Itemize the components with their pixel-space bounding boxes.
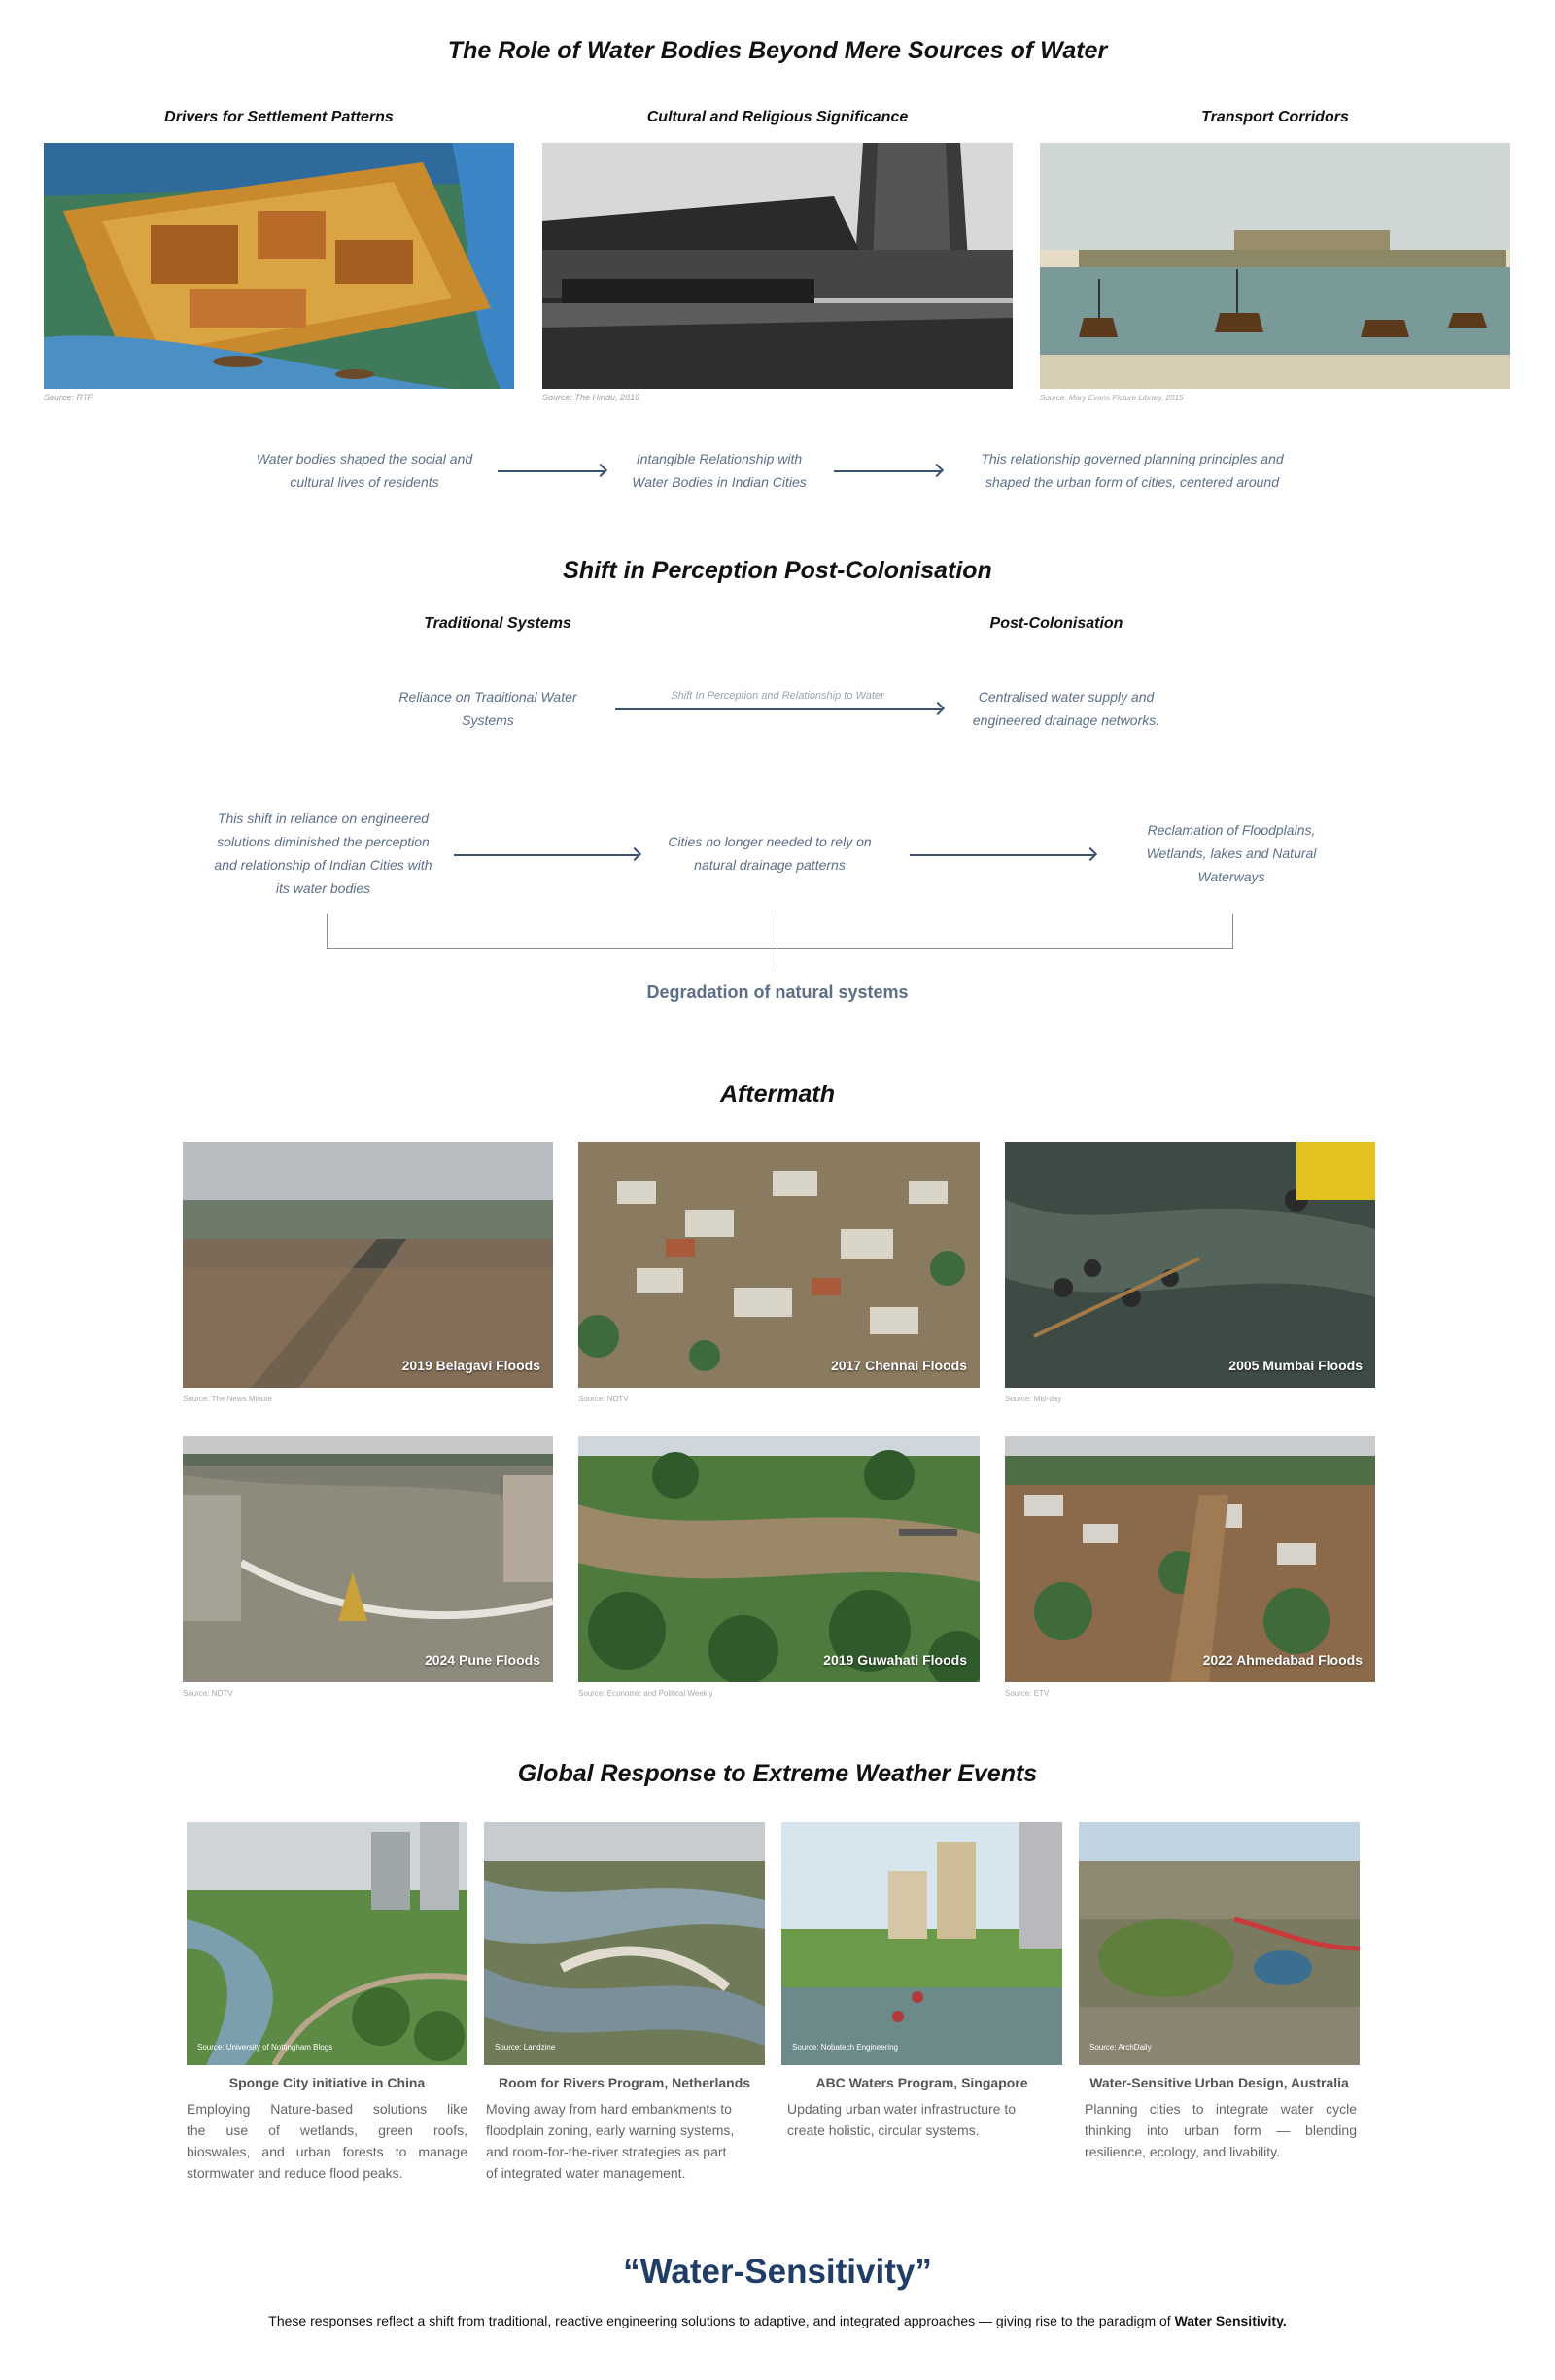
row2-left-text: This shift in reliance on engineered solutions diminished the perception and relationship of Indian Cities with its water bodies [214, 811, 432, 896]
flood-photo-pune [183, 1436, 553, 1682]
response-description: Updating urban water infrastructure to create holistic, circular systems. [787, 2101, 1017, 2138]
col3-source: Source: Mary Evans Picture Library, 2015 [1040, 394, 1184, 402]
closing-title: “Water-Sensitivity” [623, 2253, 932, 2291]
response-source: Source: ArchDaily [1089, 2043, 1152, 2052]
col1-source: Source: RTF [44, 393, 93, 402]
arrow-right-icon [834, 470, 941, 472]
flood-caption: 2017 Chennai Floods [830, 1358, 967, 1373]
flow-step-3: This relationship governed planning principles and shaped the urban form of cities, centered around [981, 451, 1284, 490]
response-description: Employing Nature-based solutions like the use of wetlands, green roofs, bioswales, and urban forests to manage stormwater and reduce flood peaks. [187, 2101, 467, 2181]
response-title: Sponge City initiative in China [228, 2075, 426, 2090]
room-for-rivers-photo [484, 1822, 765, 2065]
arrow-right-icon [498, 470, 605, 472]
flood-caption: 2019 Belagavi Floods [401, 1358, 540, 1373]
section1-title: The Role of Water Bodies Beyond Mere Sources of Water [447, 37, 1108, 64]
row2-middle-text: Cities no longer needed to rely on natural drainage patterns [668, 834, 872, 873]
response-description: Moving away from hard embankments to floodplain zoning, early warning systems, and room-for-the-river strategies as part of integrated water management. [486, 2101, 735, 2181]
convergence-bracket [327, 914, 1233, 949]
flood-source: Source: ETV [1005, 1689, 1050, 1698]
col1-heading: Drivers for Settlement Patterns [164, 109, 394, 125]
section4-title: Global Response to Extreme Weather Events [517, 1760, 1038, 1787]
flood-photo-belagavi [183, 1142, 553, 1388]
flood-caption: 2022 Ahmedabad Floods [1202, 1652, 1363, 1668]
flood-source: Source: NDTV [578, 1395, 629, 1403]
harbour-painting [1040, 143, 1510, 389]
postcolonial-text: Centralised water supply and engineered drainage networks. [972, 689, 1160, 728]
arrow-right-icon [454, 854, 639, 856]
traditional-heading: Traditional Systems [424, 615, 571, 632]
arrow-right-icon [910, 854, 1094, 856]
section2-title: Shift in Perception Post-Colonisation [563, 557, 992, 584]
flood-photo-chennai [578, 1142, 980, 1388]
flood-source: Source: The News Minute [183, 1395, 272, 1403]
response-title: Room for Rivers Program, Netherlands [498, 2075, 751, 2090]
col2-heading: Cultural and Religious Significance [646, 109, 909, 125]
flood-source: Source: NDTV [183, 1689, 233, 1698]
wsud-photo [1079, 1822, 1360, 2065]
settlement-painting [44, 143, 514, 389]
flood-caption: 2005 Mumbai Floods [1228, 1358, 1363, 1373]
response-source: Source: University of Nottingham Blogs [197, 2043, 333, 2052]
flood-photo-ahmedabad [1005, 1436, 1375, 1682]
abc-waters-photo [781, 1822, 1062, 2065]
flow-step-2: Intangible Relationship with Water Bodies in Indian Cities [632, 451, 807, 490]
shift-arrow-label: Shift In Perception and Relationship to Water [671, 690, 884, 702]
flood-source: Source: Mid-day [1005, 1395, 1062, 1403]
degradation-label: Degradation of natural systems [646, 983, 909, 1002]
col2-source: Source: The Hindu, 2016 [542, 393, 640, 402]
postcolonial-heading: Post-Colonisation [989, 615, 1123, 632]
response-description: Planning cities to integrate water cycle thinking into urban form — blending resilience, ecology, and livability. [1085, 2101, 1357, 2159]
response-title: ABC Waters Program, Singapore [815, 2075, 1028, 2090]
traditional-text: Reliance on Traditional Water Systems [398, 689, 577, 728]
flood-caption: 2019 Guwahati Floods [823, 1652, 967, 1668]
flood-photo-guwahati [578, 1436, 980, 1682]
response-source: Source: Landzine [495, 2043, 556, 2052]
response-title: Water-Sensitive Urban Design, Australia [1089, 2075, 1349, 2090]
section3-title: Aftermath [719, 1081, 836, 1108]
arrow-right-icon [615, 708, 942, 710]
response-source: Source: Nobatech Engineering [792, 2043, 898, 2052]
flood-caption: 2024 Pune Floods [424, 1652, 540, 1668]
col3-heading: Transport Corridors [1201, 109, 1349, 125]
flood-source: Source: Economic and Political Weekly [578, 1689, 713, 1698]
closing-text: These responses reflect a shift from traditional, reactive engineering solutions to adaptive, and integrated approaches — giving rise to the paradigm of Water Sensitivity. [268, 2313, 1287, 2328]
row2-right-text: Reclamation of Floodplains, Wetlands, lakes and Natural Waterways [1146, 822, 1317, 884]
temple-ghat-photo [542, 143, 1013, 389]
flood-photo-mumbai [1005, 1142, 1375, 1388]
flow-step-1: Water bodies shaped the social and cultural lives of residents [256, 451, 473, 490]
bracket-stem [777, 914, 778, 968]
sponge-city-photo [187, 1822, 467, 2065]
